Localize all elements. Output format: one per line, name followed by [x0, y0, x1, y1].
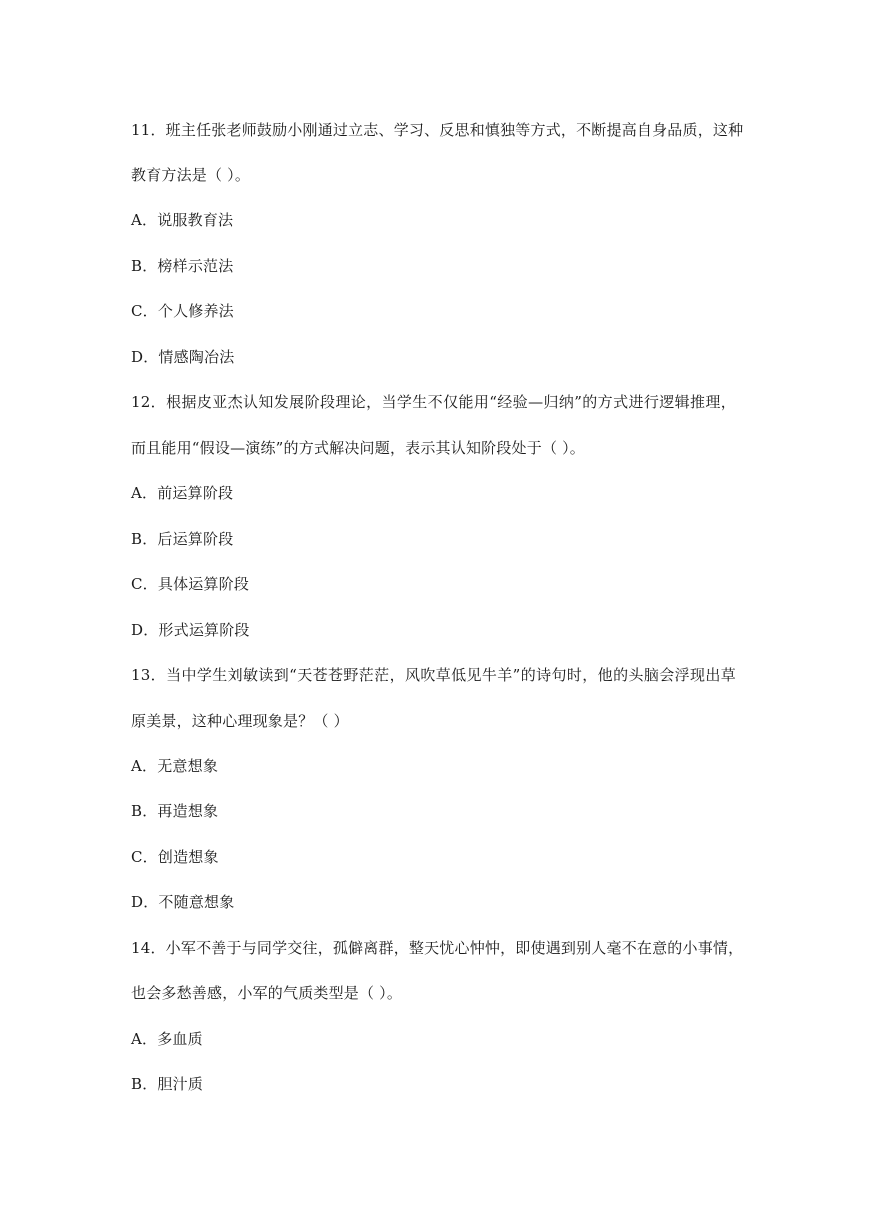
question-11-stem-line-2: 教育方法是（ ）。 [131, 166, 251, 184]
question-14-stem-line-1: 14．小军不善于与同学交往，孤僻离群，整天忧心忡忡，即使遇到别人毫不在意的小事情， [131, 939, 744, 957]
question-13-option-a: A．无意想象 [131, 757, 219, 775]
question-11-option-b: B．榜样示范法 [131, 257, 234, 275]
question-12-option-c: C．具体运算阶段 [131, 575, 250, 593]
question-13-option-b: B．再造想象 [131, 802, 219, 820]
question-11-option-c: C．个人修养法 [131, 302, 234, 320]
question-12-option-b: B．后运算阶段 [131, 530, 234, 548]
question-14-stem-line-2: 也会多愁善感，小军的气质类型是（ ）。 [131, 984, 403, 1002]
question-12-stem-line-2: 而且能用“假设—演练”的方式解决问题，表示其认知阶段处于（ ）。 [131, 439, 586, 457]
question-11-option-d: D．情感陶冶法 [131, 348, 235, 366]
question-11-stem-line-1: 11．班主任张老师鼓励小刚通过立志、学习、反思和慎独等方式，不断提高自身品质，这种 [131, 121, 744, 139]
question-11-option-a: A．说服教育法 [131, 211, 234, 229]
question-13-option-d: D．不随意想象 [131, 893, 235, 911]
question-12-stem-line-1: 12．根据皮亚杰认知发展阶段理论，当学生不仅能用“经验—归纳”的方式进行逻辑推理， [131, 393, 736, 411]
question-13-option-c: C．创造想象 [131, 848, 219, 866]
question-12-option-d: D．形式运算阶段 [131, 621, 250, 639]
question-12-option-a: A．前运算阶段 [131, 484, 234, 502]
question-13-stem-line-1: 13．当中学生刘敏读到“天苍苍野茫茫，风吹草低见牛羊”的诗句时，他的头脑会浮现出草 [131, 666, 736, 684]
question-14-option-a: A．多血质 [131, 1030, 203, 1048]
question-14-option-b: B．胆汁质 [131, 1075, 204, 1093]
question-13-stem-line-2: 原美景，这种心理现象是？（ ） [131, 712, 349, 730]
